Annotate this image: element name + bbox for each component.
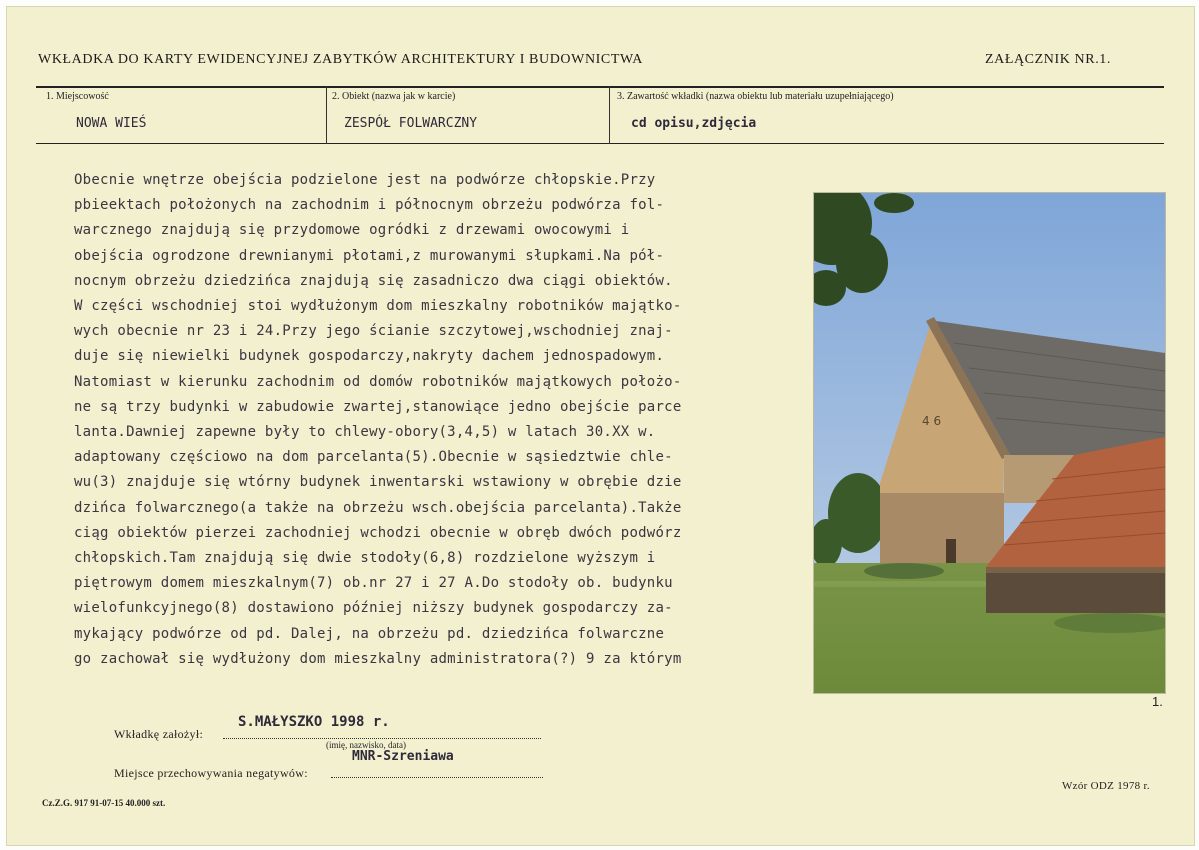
header-rule-bottom: [36, 143, 1164, 144]
description-line: Natomiast w kierunku zachodnim od domów robotników majątkowych położo-: [74, 373, 682, 390]
photo-number: 1.: [1152, 694, 1163, 709]
field-label-contents: 3. Zawartość wkładki (nazwa obiektu lub materiału uzupełniającego): [617, 91, 894, 102]
creator-hint: (imię, nazwisko, data): [326, 740, 406, 750]
description-line: lanta.Dawniej zapewne były to chlewy-obory(3,4,5) w latach 30.XX w.: [74, 424, 656, 441]
description-line: obejścia ogrodzone drewnianymi płotami,z murowanymi słupkami.Na pół-: [74, 247, 665, 264]
description-line: nocnym obrzeżu dziedzińca znajdują się zasadniczo dwa ciągi obiektów.: [74, 272, 673, 289]
description-line: ciąg obiektów pierzei zachodniej wchodzi obecnie w obręb dwóch podwórz: [74, 524, 682, 541]
creator-label: Wkładkę założył:: [114, 727, 204, 741]
description-line: wu(3) znajduje się wtórny budynek inwentarski wstawiony w obrębie dzie: [74, 474, 682, 491]
description-line: piętrowym domem mieszkalnym(7) ob.nr 27 i 27 A.Do stodoły ob. budynku: [74, 575, 673, 592]
field-value-object: ZESPÓŁ FOLWARCZNY: [344, 116, 478, 131]
description-line: adaptowany częściowo na dom parcelanta(5).Obecnie w sąsiedztwie chle-: [74, 449, 673, 466]
print-code: Cz.Z.G. 917 91-07-15 40.000 szt.: [42, 798, 166, 808]
description-line: pbieektach położonych na zachodnim i północnym obrzeżu podwórza fol-: [74, 197, 665, 214]
description-line: W części wschodniej stoi wydłużonym dom mieszkalny robotników majątko-: [74, 298, 682, 315]
header-rule-top: [36, 86, 1164, 88]
field-label-object: 2. Obiekt (nazwa jak w karcie): [332, 91, 456, 102]
storage-value: MNR-Szreniawa: [352, 749, 454, 764]
description-line: warcznego znajdują się przydomowe ogródki z drzewami owocowymi i: [74, 222, 630, 239]
storage-dotted-line: [331, 777, 543, 778]
svg-text:4 6: 4 6: [922, 414, 942, 428]
description-line: duje się niewielki budynek gospodarczy,nakryty dachem jednospadowym.: [74, 348, 665, 365]
creator-value: S.MAŁYSZKO 1998 r.: [238, 714, 390, 730]
description-line: wielofunkcyjnego(8) dostawiono później niższy budynek gospodarczy za-: [74, 600, 673, 617]
field-label-locality: 1. Miejscowość: [46, 91, 109, 102]
field-divider-1: [326, 86, 327, 144]
storage-label: Miejsce przechowywania negatywów:: [114, 766, 308, 780]
description-line: dzińca folwarcznego(a także na obrzeżu wsch.obejścia parcelanta).Także: [74, 499, 682, 516]
description-line: Obecnie wnętrze obejścia podzielone jest na podwórze chłopskie.Przy: [74, 172, 656, 188]
description-line: ne są trzy budynki w zabudowie zwartej,stanowiące jedno obejście parce: [74, 398, 682, 415]
description-line: wych obecnie nr 23 i 24.Przy jego ścianie szczytowej,wschodniej znaj-: [74, 323, 673, 340]
field-value-contents: cd opisu,zdjęcia: [631, 116, 757, 131]
farm-building-photo: [814, 193, 1165, 693]
description-line: chłopskich.Tam znajdują się dwie stodoły(6,8) rozdzielone wyższym i: [74, 550, 656, 567]
description-line: go zachował się wydłużony dom mieszkalny administratora(?) 9 za którym: [74, 650, 682, 667]
creator-dotted-line: [223, 738, 541, 739]
form-title: WKŁADKA DO KARTY EWIDENCYJNEJ ZABYTKÓW ARCHITEKTURY I BUDOWNICTWA: [38, 52, 643, 67]
field-value-locality: NOWA WIEŚ: [76, 116, 147, 131]
description-text: [74, 168, 794, 672]
field-divider-2: [609, 86, 610, 144]
description-line: mykający podwórze od pd. Dalej, na obrzeżu pd. dziedzińca folwarczne: [74, 625, 665, 642]
form-pattern: Wzór ODZ 1978 r.: [1062, 780, 1150, 792]
annex-number: ZAŁĄCZNIK NR.1.: [984, 52, 1111, 67]
